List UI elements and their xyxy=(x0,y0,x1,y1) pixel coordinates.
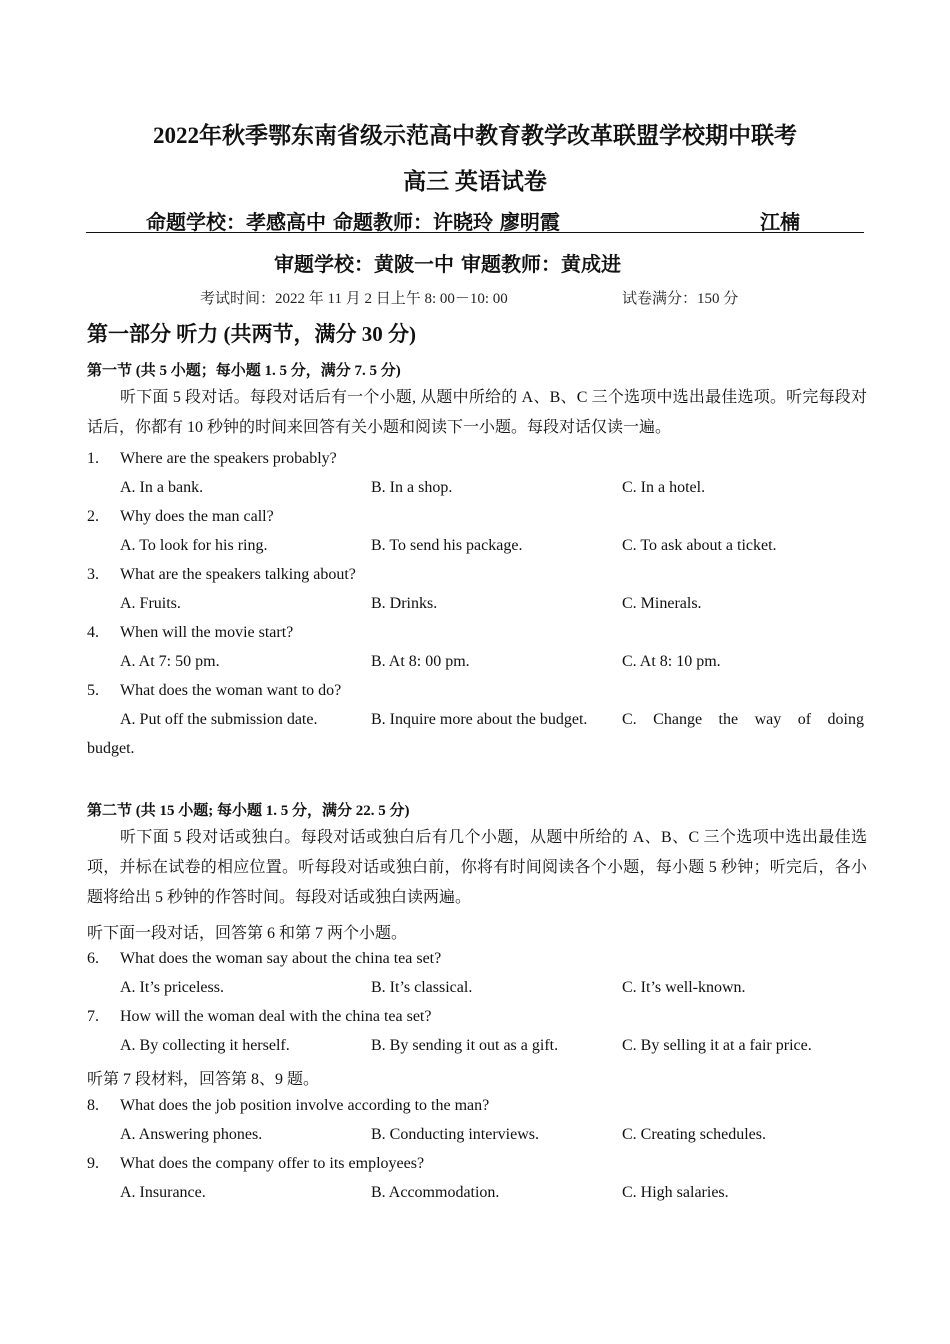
option-b: B. It’s classical. xyxy=(371,979,473,996)
question-number: 5. xyxy=(87,682,99,699)
option-b: B. In a shop. xyxy=(371,479,453,496)
option-c: C. Change the way of doing xyxy=(622,711,864,728)
question-number: 3. xyxy=(87,566,99,583)
question-text: Why does the man call? xyxy=(120,508,274,525)
authoring-info-extra: 江楠 xyxy=(760,210,800,234)
option-b: B. To send his package. xyxy=(371,537,523,554)
full-score: 试卷满分：150 分 xyxy=(622,291,739,307)
option-b: B. Accommodation. xyxy=(371,1184,500,1201)
option-b: B. By sending it out as a gift. xyxy=(371,1037,559,1054)
question-text: How will the woman deal with the china tea set? xyxy=(120,1008,432,1025)
option-a: A. By collecting it herself. xyxy=(120,1037,290,1054)
option-b: B. Inquire more about the budget. xyxy=(371,711,588,728)
question-text: Where are the speakers probably? xyxy=(120,450,337,467)
option-a: A. Fruits. xyxy=(120,595,181,612)
option-a: A. Insurance. xyxy=(120,1184,206,1201)
option-c: C. Minerals. xyxy=(622,595,702,612)
option-a: A. At 7: 50 pm. xyxy=(120,653,220,670)
section1-instruction: 听下面 5 段对话。每段对话后有一个小题, 从题中所给的 A、B、C 三个选项中选出最佳选项。听完每段对话后，你都有 10 秒钟的时间来回答有关小题和阅读下一小题。每段对话仅读一遍。 xyxy=(87,389,867,436)
question-number: 1. xyxy=(87,450,99,467)
option-a: A. It’s priceless. xyxy=(120,979,224,996)
option-c: C. Creating schedules. xyxy=(622,1126,766,1143)
option-a: A. To look for his ring. xyxy=(120,537,268,554)
question-number: 4. xyxy=(87,624,99,641)
question-number: 2. xyxy=(87,508,99,525)
question-text: What does the woman want to do? xyxy=(120,682,342,699)
option-c: C. At 8: 10 pm. xyxy=(622,653,721,670)
lead-in: 听下面一段对话，回答第 6 和第 7 两个小题。 xyxy=(87,925,408,942)
exam-time: 考试时间：2022 年 11 月 2 日上午 8: 00－10: 00 xyxy=(200,291,508,307)
header-rule xyxy=(86,232,864,233)
option-c-continued: budget. xyxy=(87,740,135,757)
question-text: What does the woman say about the china tea set? xyxy=(120,950,442,967)
option-b: B. Conducting interviews. xyxy=(371,1126,539,1143)
question-number: 6. xyxy=(87,950,99,967)
section2-title: 第二节 (共 15 小题; 每小题 1. 5 分，满分 22. 5 分) xyxy=(87,803,410,819)
exam-title: 2022年秋季鄂东南省级示范高中教育教学改革联盟学校期中联考 xyxy=(153,123,797,148)
option-a: A. Answering phones. xyxy=(120,1126,263,1143)
question-number: 9. xyxy=(87,1155,99,1172)
exam-subtitle: 高三 英语试卷 xyxy=(403,169,547,194)
option-c: C. To ask about a ticket. xyxy=(622,537,777,554)
option-a: A. Put off the submission date. xyxy=(120,711,318,728)
authoring-info: 命题学校：孝感高中 命题教师：许晓玲 廖明霞 xyxy=(146,210,560,234)
option-c: C. High salaries. xyxy=(622,1184,729,1201)
question-text: What does the job position involve according to the man? xyxy=(120,1097,490,1114)
question-text: When will the movie start? xyxy=(120,624,294,641)
lead-in: 听第 7 段材料，回答第 8、9 题。 xyxy=(87,1071,320,1088)
question-text: What are the speakers talking about? xyxy=(120,566,356,583)
section1-title: 第一节 (共 5 小题；每小题 1. 5 分，满分 7. 5 分) xyxy=(87,363,401,379)
option-c: C. In a hotel. xyxy=(622,479,706,496)
part1-title: 第一部分 听力 (共两节，满分 30 分) xyxy=(87,322,416,346)
review-info: 审题学校：黄陂一中 审题教师：黄成进 xyxy=(274,252,621,276)
option-b: B. Drinks. xyxy=(371,595,438,612)
question-number: 8. xyxy=(87,1097,99,1114)
option-b: B. At 8: 00 pm. xyxy=(371,653,470,670)
section2-instruction: 听下面 5 段对话或独白。每段对话或独白后有几个小题，从题中所给的 A、B、C 三个选项中选出最佳选项，并标在试卷的相应位置。听每段对话或独白前，你将有时间阅读各个小题，每小题 5 秒钟；听完后，各小题将给出 5 秒钟的作答时间。每段对话或独白读两遍。 xyxy=(87,829,867,906)
question-text: What does the company offer to its employees? xyxy=(120,1155,425,1172)
question-number: 7. xyxy=(87,1008,99,1025)
option-c: C. By selling it at a fair price. xyxy=(622,1037,812,1054)
option-c: C. It’s well-known. xyxy=(622,979,746,996)
option-a: A. In a bank. xyxy=(120,479,204,496)
